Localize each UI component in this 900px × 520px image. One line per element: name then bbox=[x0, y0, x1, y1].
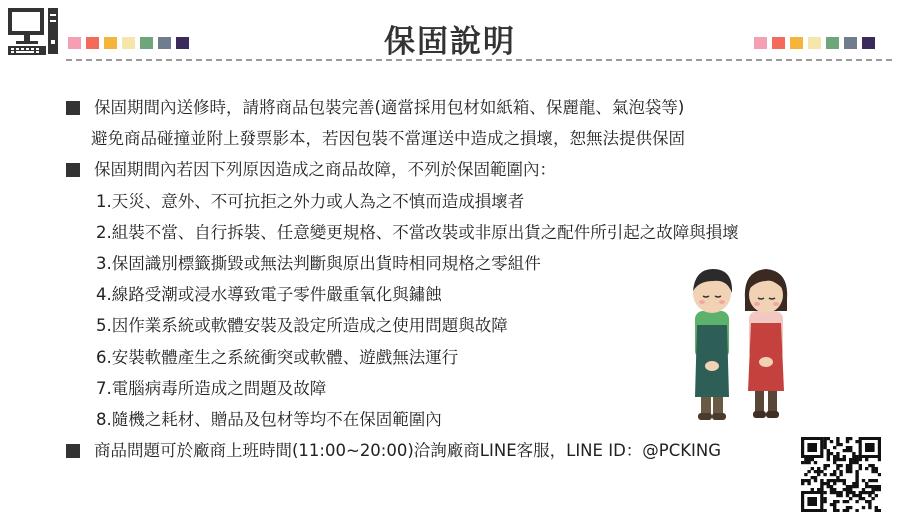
list-item-text: 2.組裝不當、自行拆裝、任意變更規格、不當改裝或非原出貨之配件所引起之故障與損壞 bbox=[96, 222, 739, 242]
list-item-text: 3.保固識別標籤撕毀或無法判斷與原出貨時相同規格之零組件 bbox=[96, 254, 541, 274]
section3-text: 商品問題可於廠商上班時間(11:00~20:00)洽詢廠商LINE客服，LINE ID：@PCKING bbox=[94, 441, 722, 461]
list-item bbox=[66, 217, 846, 248]
bowing-staff-illustration bbox=[683, 263, 795, 427]
list-item-text: 5.因作業系統或軟體安裝及設定所造成之使用問題與故障 bbox=[96, 316, 508, 336]
section2-heading-text: 保固期間內若因下列原因造成之商品故障，不列於保固範圍內： bbox=[94, 160, 556, 180]
section1-text-continued: 避免商品碰撞並附上發票影本，若因包裝不當運送中造成之損壞，恕無法提供保固 bbox=[91, 129, 685, 149]
staff-woman-figure bbox=[745, 269, 787, 418]
list-item-text: 7.電腦病毒所造成之問題及故障 bbox=[96, 378, 327, 398]
bullet-square-icon bbox=[66, 101, 80, 115]
page-title: 保固說明 bbox=[384, 24, 516, 60]
staff-man-figure bbox=[693, 269, 732, 420]
section3-line bbox=[66, 435, 846, 466]
bullet-square-icon bbox=[66, 444, 80, 458]
dashed-divider bbox=[66, 59, 892, 61]
section1-line1 bbox=[66, 92, 846, 123]
bullet-square-icon bbox=[66, 163, 80, 177]
list-item-text: 8.隨機之耗材、贈品及包材等均不在保固範圍內 bbox=[96, 409, 442, 429]
section2-heading bbox=[66, 154, 846, 185]
qr-code bbox=[801, 437, 881, 512]
section1-text: 保固期間內送修時，請將商品包裝完善(適當採用包材如紙箱、保麗龍、氣泡袋等) bbox=[94, 98, 685, 118]
list-item-text: 4.線路受潮或浸水導致電子零件嚴重氧化與鏽蝕 bbox=[96, 285, 442, 305]
list-item bbox=[66, 186, 846, 217]
section1-line2 bbox=[66, 123, 846, 154]
list-item-text: 6.安裝軟體產生之系統衝突或軟體、遊戲無法運行 bbox=[96, 347, 459, 367]
list-item-text: 1.天災、意外、不可抗拒之外力或人為之不慎而造成損壞者 bbox=[96, 191, 525, 211]
